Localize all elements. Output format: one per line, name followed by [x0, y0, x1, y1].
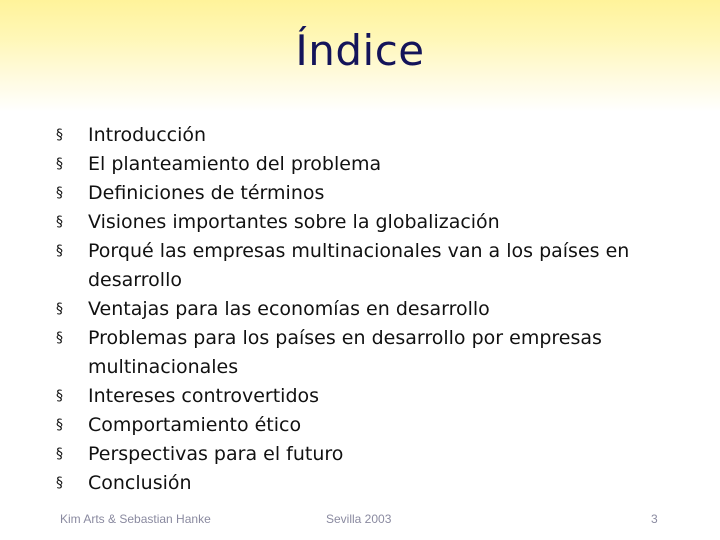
bullet-icon: § — [56, 156, 63, 172]
list-item — [56, 411, 666, 440]
list-item — [56, 121, 666, 150]
list-item — [56, 382, 666, 411]
footer-place-date: Sevilla 2003 — [326, 512, 392, 526]
bullet-icon: § — [56, 214, 63, 230]
bullet-icon: § — [56, 301, 63, 317]
bullet-icon: § — [56, 475, 63, 491]
list-item-text: Comportamiento ético — [88, 414, 302, 436]
list-item-text: Perspectivas para el futuro — [88, 443, 344, 465]
bullet-icon: § — [56, 388, 63, 404]
list-item-text: Porqué las empresas multinacionales van a los países en desarrollo — [88, 240, 630, 291]
list-item — [56, 295, 666, 324]
page-number: 3 — [651, 512, 658, 526]
footer-author: Kim Arts & Sebastian Hanke — [60, 512, 211, 526]
bullet-icon: § — [56, 446, 63, 462]
bullet-icon: § — [56, 127, 63, 143]
agenda-list — [56, 121, 666, 498]
list-item-text: Visiones importantes sobre la globalización — [88, 211, 500, 233]
list-item — [56, 237, 666, 295]
bullet-icon: § — [56, 417, 63, 433]
list-item — [56, 179, 666, 208]
list-item-text: Definiciones de términos — [88, 182, 325, 204]
list-item — [56, 208, 666, 237]
list-item — [56, 150, 666, 179]
list-item-text: El planteamiento del problema — [88, 153, 382, 175]
list-item-text: Intereses controvertidos — [88, 385, 320, 407]
list-item — [56, 324, 666, 382]
list-item — [56, 469, 666, 498]
slide-title: Índice — [295, 26, 425, 75]
list-item-text: Introducción — [88, 124, 207, 146]
list-item — [56, 440, 666, 469]
bullet-icon: § — [56, 185, 63, 201]
list-item-text: Problemas para los países en desarrollo por empresas multinacionales — [88, 327, 602, 378]
bullet-icon: § — [56, 243, 63, 259]
bullet-icon: § — [56, 330, 63, 346]
list-item-text: Conclusión — [88, 472, 192, 494]
list-item-text: Ventajas para las economías en desarrollo — [88, 298, 490, 320]
